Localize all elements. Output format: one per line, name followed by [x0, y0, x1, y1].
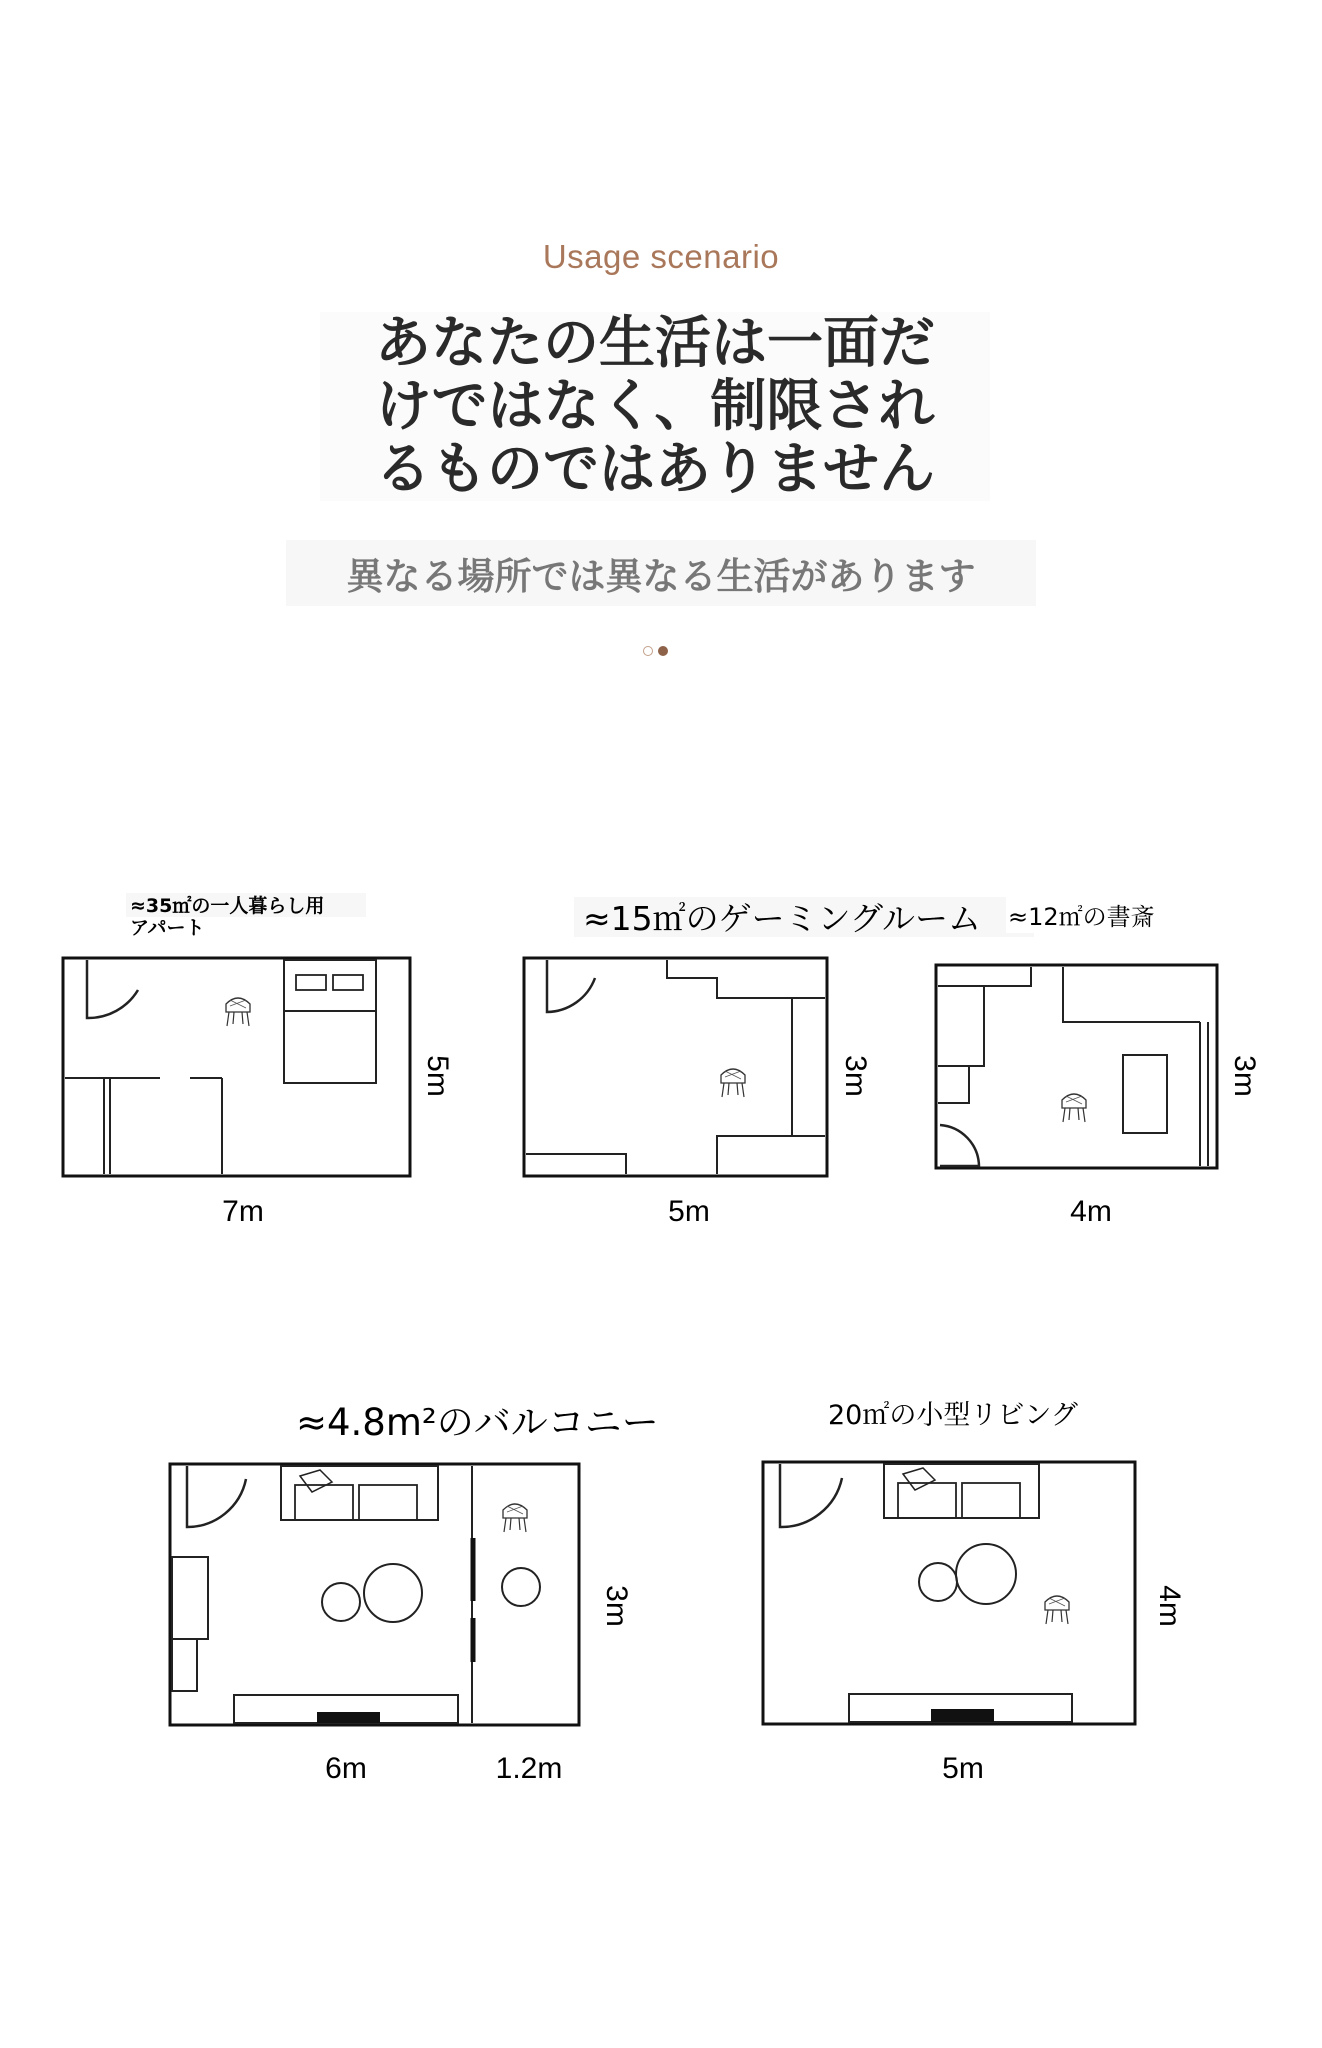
plan-title: ≈15㎡のゲーミングルーム	[583, 899, 981, 938]
cushion	[903, 1468, 935, 1490]
table	[1123, 1055, 1167, 1133]
height-label: 3m	[600, 1585, 633, 1627]
side-table	[322, 1583, 360, 1621]
height-label: 3m	[839, 1055, 872, 1097]
sofa-seat	[359, 1485, 417, 1520]
sofa-seat	[898, 1483, 956, 1518]
plan-title: ≈12㎡の書斎	[1008, 903, 1155, 931]
plan-apartment	[63, 893, 454, 1228]
tv	[317, 1712, 380, 1723]
door	[87, 960, 138, 1018]
desk	[1063, 967, 1200, 1022]
headline-line: けではなく、制限され	[375, 374, 935, 439]
door	[780, 1464, 842, 1527]
coffee-table	[956, 1544, 1016, 1604]
plan-title: ≈35㎡の一人暮らし用	[130, 895, 325, 917]
cabinet	[526, 1154, 626, 1174]
plan-title: ≈4.8m²のバルコニー	[296, 1401, 659, 1444]
headline-line: るものではありません	[375, 437, 935, 502]
cabinet	[172, 1639, 197, 1691]
sofa-seat	[295, 1485, 353, 1520]
plan-gaming-room	[524, 897, 1034, 1228]
room-outline	[763, 1462, 1135, 1724]
pillow	[333, 975, 363, 990]
height-label: 5m	[421, 1055, 454, 1097]
desk	[717, 1136, 825, 1174]
balcony-table	[502, 1568, 540, 1606]
shelf	[938, 1066, 969, 1103]
width-label: 1.2m	[495, 1752, 563, 1785]
room-outline	[170, 1464, 579, 1725]
height-label: 4m	[1153, 1585, 1186, 1627]
chair-icon	[226, 998, 250, 1026]
width-label: 6m	[325, 1752, 367, 1785]
shelf	[938, 986, 984, 1066]
door	[187, 1466, 246, 1527]
shelf	[938, 967, 1031, 986]
pillow	[296, 975, 326, 990]
headline-line: あなたの生活は一面だ	[375, 311, 935, 376]
width-label: 7m	[222, 1195, 264, 1228]
width-label: 4m	[1070, 1195, 1112, 1228]
plan-living-room	[763, 1400, 1186, 1785]
sofa-seat	[962, 1483, 1020, 1518]
plan-title: アパート	[130, 917, 205, 939]
subheadline: 異なる場所では異なる生活があります	[286, 540, 1036, 606]
side-table	[919, 1563, 957, 1601]
cushion	[300, 1470, 332, 1492]
room-outline	[524, 958, 827, 1176]
cabinet	[172, 1557, 208, 1639]
chair-icon	[721, 1069, 745, 1097]
chair-icon	[1045, 1596, 1069, 1624]
door	[547, 960, 595, 1012]
plan-title: 20㎡の小型リビング	[828, 1400, 1078, 1431]
plan-balcony	[170, 1401, 659, 1785]
section-label: Usage scenario	[542, 238, 780, 275]
plan-study	[936, 897, 1261, 1228]
width-label: 5m	[668, 1195, 710, 1228]
width-label: 5m	[942, 1752, 984, 1785]
tv	[931, 1709, 994, 1722]
coffee-table	[364, 1564, 422, 1622]
chair-icon	[503, 1504, 527, 1532]
desk	[667, 960, 825, 998]
door	[940, 1125, 979, 1166]
height-label: 3m	[1228, 1055, 1261, 1097]
chair-icon	[1062, 1094, 1086, 1122]
